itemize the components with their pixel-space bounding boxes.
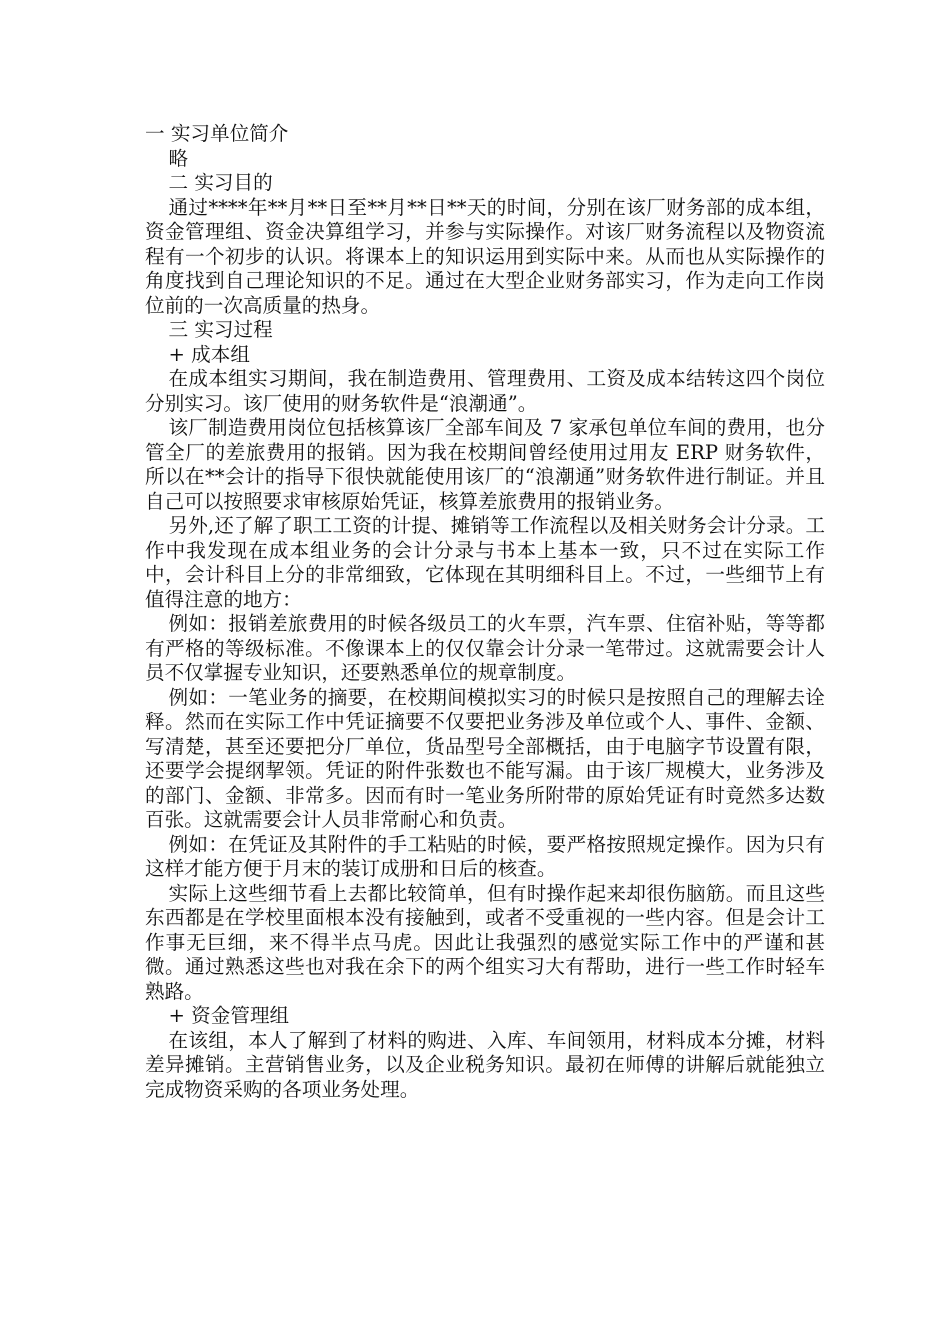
section-heading-1: 一 实习单位简介 (145, 122, 289, 145)
subsection-heading-fund-management: + 资金管理组 (168, 1004, 290, 1027)
paragraph-cost-group-intro: 在成本组实习期间，我在制造费用、管理费用、工资及成本结转这四个岗位分别实习。该厂使用的财务软件是“浪潮通”。 (145, 367, 825, 415)
section-heading-3: 三 实习过程 (168, 318, 273, 341)
paragraph-example-summary: 例如：一笔业务的摘要，在校期间模拟实习的时候只是按照自己的理解去诠释。然而在实际工作中凭证摘要不仅要把业务涉及单位或个人、事件、金额、写清楚，甚至还要把分厂单位，货品型号全部概括，由于电脑字节设置有限，还要学会提纲挈领。凭证的附件张数也不能写漏。由于该厂规模大，业务涉及的部门、金额、非常多。因而有时一笔业务所附带的原始凭证有时竟然多达数百张。这就需要会计人员非常耐心和负责。 (145, 685, 825, 831)
paragraph-purpose: 通过****年**月**日至**月**日**天的时间，分别在该厂财务部的成本组，资金管理组、资金决算组学习，并参与实际操作。对该厂财务流程以及物资流程有一个初步的认识。将课本上的知识运用到实际中来。从而也从实际操作的角度找到自己理论知识的不足。通过在大型企业财务部实习，作为走向工作岗位前的一次高质量的热身。 (145, 195, 825, 317)
paragraph-manufacturing-cost: 该厂制造费用岗位包括核算该厂全部车间及 7 家承包单位车间的费用，也分管全厂的差旅费用的报销。因为我在校期间曾经使用过用友 ERP 财务软件，所以在**会计的指导下很快就能使用该厂的“浪潮通”财务软件进行制证。并且自己可以按照要求审核原始凭证，核算差旅费用的报销业务。 (145, 416, 825, 513)
paragraph-omitted: 略 (168, 146, 189, 170)
subsection-heading-cost-group: + 成本组 (168, 342, 250, 366)
paragraph-details-reflection: 实际上这些细节看上去都比较简单，但有时操作起来却很伤脑筋。而且这些东西都是在学校里面根本没有接触到，或者不受重视的一些内容。但是会计工作事无巨细，来不得半点马虎。因此让我强烈的感觉实际工作中的严谨和甚微。通过熟悉这些也对我在余下的两个组实习大有帮助，进行一些工作时轻车熟路。 (145, 881, 825, 1003)
paragraph-example-attachment: 例如：在凭证及其附件的手工粘贴的时候，要严格按照规定操作。因为只有这样才能方便于月末的装订成册和日后的核查。 (145, 832, 825, 880)
section-heading-2: 二 实习目的 (168, 171, 273, 194)
paragraph-fund-management: 在该组，本人了解到了材料的购进、入库、车间领用，材料成本分摊，材料差异摊销。主营销售业务，以及企业税务知识。最初在师傅的讲解后就能独立完成物资采购的各项业务处理。 (145, 1028, 825, 1101)
paragraph-payroll: 另外,还了解了职工工资的计提、摊销等工作流程以及相关财务会计分录。工作中我发现在成本组业务的会计分录与书本上基本一致，只不过在实际工作中，会计科目上分的非常细致，它体现在其明细科目上。不过，一些细节上有值得注意的地方： (145, 514, 825, 611)
paragraph-example-travel: 例如：报销差旅费用的时候各级员工的火车票，汽车票、住宿补贴，等等都有严格的等级标准。不像课本上的仅仅靠会计分录一笔带过。这就需要会计人员不仅掌握专业知识，还要熟悉单位的规章制度。 (145, 612, 825, 684)
document-body (145, 122, 825, 1102)
